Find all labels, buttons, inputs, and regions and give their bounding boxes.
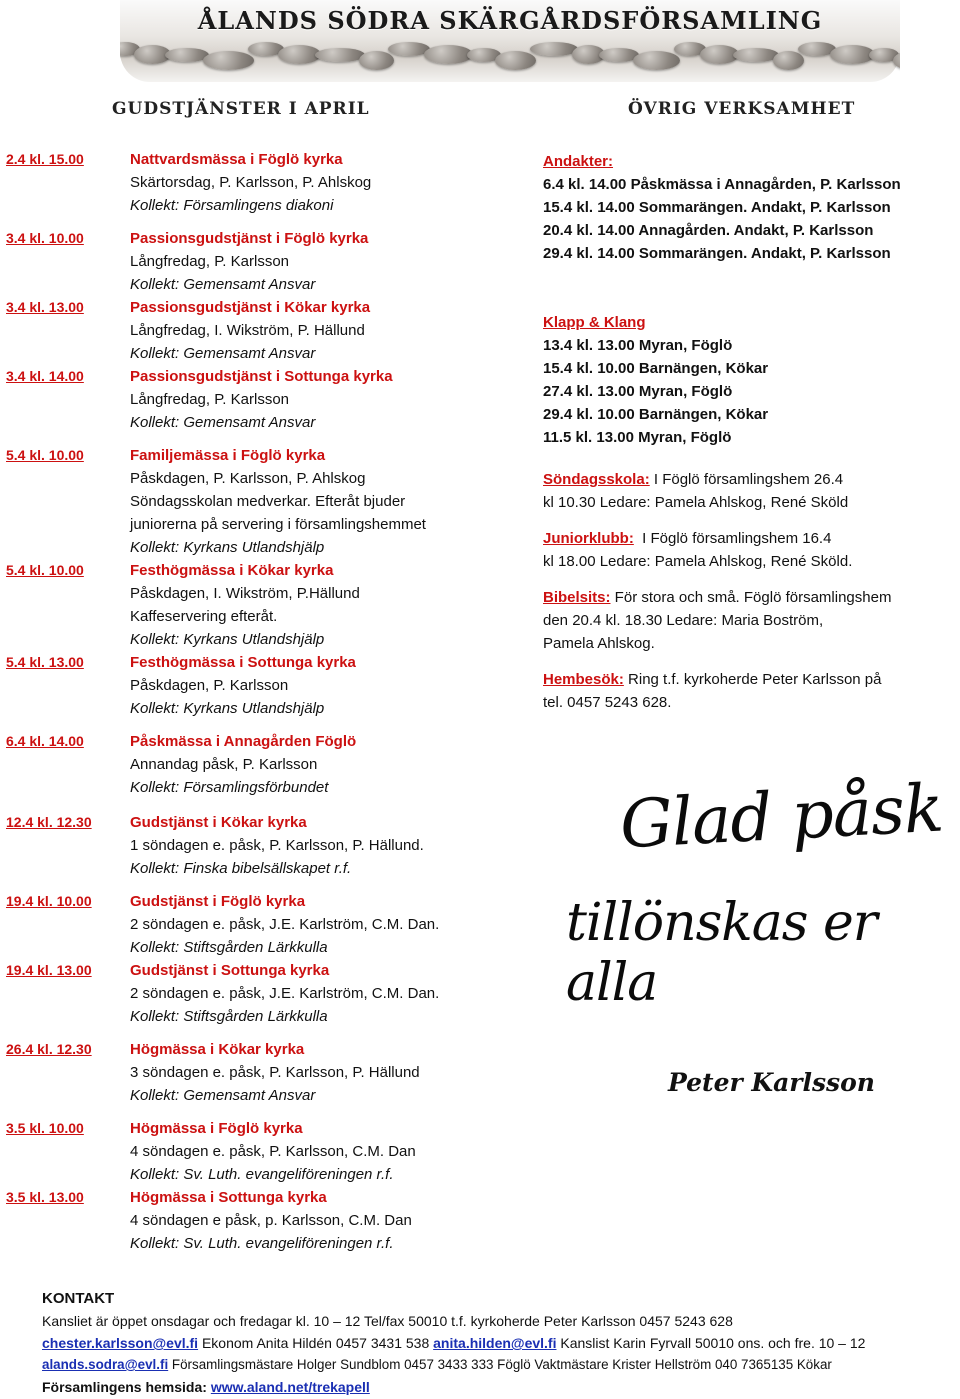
stone-shape (633, 51, 680, 70)
stone-shape (424, 45, 473, 64)
service-line: 1 söndagen e. påsk, P. Karlsson, P. Hällund. (130, 837, 424, 854)
klapp-label: Klapp & Klang (543, 314, 646, 331)
email-link-anita[interactable]: anita.hilden@evl.fi (433, 1335, 557, 1351)
service-entry (6, 148, 506, 217)
service-entry (6, 730, 506, 799)
service-line: 4 söndagen e. påsk, P. Karlsson, C.M. Dan (130, 1143, 416, 1160)
service-date: 5.4 kl. 13.00 (6, 654, 84, 670)
klapp-item: 11.5 kl. 13.00 Myran, Föglö (543, 429, 732, 446)
hembesok-label: Hembesök: (543, 671, 624, 688)
service-title: Passionsgudstjänst i Föglö kyrka (130, 230, 369, 247)
service-title: Gudstjänst i Kökar kyrka (130, 814, 307, 831)
andakt-item: 15.4 kl. 14.00 Sommarängen. Andakt, P. Karlsson (543, 199, 891, 216)
service-line: Långfredag, P. Karlsson (130, 391, 290, 408)
service-details (130, 959, 506, 1028)
service-title: Familjemässa i Föglö kyrka (130, 447, 326, 464)
klapp-item: 13.4 kl. 13.00 Myran, Föglö (543, 337, 733, 354)
service-title: Passionsgudstjänst i Kökar kyrka (130, 299, 371, 316)
service-line: 2 söndagen e. påsk, J.E. Karlström, C.M. Dan. (130, 985, 440, 1002)
service-kollekt: Kollekt: Gemensamt Ansvar (130, 345, 316, 362)
service-entry (6, 890, 506, 959)
service-entry (6, 227, 506, 296)
stone-shape (203, 51, 254, 70)
service-kollekt: Kollekt: Församlingsförbundet (130, 779, 329, 796)
greeting-glad-pask: Glad påsk (618, 769, 945, 864)
service-kollekt: Kollekt: Gemensamt Ansvar (130, 414, 316, 431)
service-line: Skärtorsdag, P. Karlsson, P. Ahlskog (130, 174, 372, 191)
email-link-alands[interactable]: alands.sodra@evl.fi (42, 1357, 169, 1372)
service-date: 6.4 kl. 14.00 (6, 733, 84, 749)
juniorklubb-line2: kl 18.00 Ledare: Pamela Ahlskog, René Sköld. (543, 553, 853, 570)
service-details (130, 730, 506, 799)
klapp-item: 29.4 kl. 10.00 Barnängen, Kökar (543, 406, 769, 423)
hembesok-section (543, 668, 953, 714)
stone-shape (773, 51, 804, 70)
service-entry (6, 365, 506, 434)
service-details (130, 296, 506, 365)
service-kollekt: Kollekt: Gemensamt Ansvar (130, 1087, 316, 1104)
email-link-chester[interactable]: chester.karlsson@evl.fi (42, 1335, 199, 1351)
service-title: Nattvardsmässa i Föglö kyrka (130, 151, 343, 168)
service-date: 19.4 kl. 10.00 (6, 893, 92, 909)
service-details (130, 651, 506, 720)
contact-line3 (42, 1354, 957, 1376)
activities-column (543, 150, 953, 714)
service-kollekt: Kollekt: Församlingens diakoni (130, 197, 334, 214)
service-line: Söndagsskolan medverkar. Efteråt bjuder (130, 493, 406, 510)
service-line: Påskdagen, P. Karlsson (130, 677, 289, 694)
service-kollekt: Kollekt: Kyrkans Utlandshjälp (130, 631, 325, 648)
service-title: Gudstjänst i Föglö kyrka (130, 893, 306, 910)
service-date: 3.4 kl. 10.00 (6, 230, 84, 246)
service-date: 3.4 kl. 14.00 (6, 368, 84, 384)
service-details (130, 559, 506, 651)
service-title: Festhögmässa i Sottunga kyrka (130, 654, 356, 671)
service-details (130, 1186, 506, 1255)
contact-section (42, 1288, 957, 1398)
service-entry (6, 444, 506, 559)
hembesok-line1: Ring t.f. kyrkoherde Peter Karlsson på (623, 671, 882, 688)
service-line: 2 söndagen e. påsk, J.E. Karlström, C.M. Dan. (130, 916, 440, 933)
service-line: Långfredag, I. Wikström, P. Hällund (130, 322, 365, 339)
service-line: Påskdagen, I. Wikström, P.Hällund (130, 585, 360, 602)
service-details (130, 227, 506, 296)
service-line: juniorerna på servering i församlingshemmet (130, 516, 426, 533)
service-date: 5.4 kl. 10.00 (6, 447, 84, 463)
andakt-item: 20.4 kl. 14.00 Annagården. Andakt, P. Karlsson (543, 222, 874, 239)
signature: Peter Karlsson (668, 1068, 875, 1097)
klapp-item: 27.4 kl. 13.00 Myran, Föglö (543, 383, 733, 400)
service-kollekt: Kollekt: Stiftsgården Lärkkulla (130, 1008, 328, 1025)
andakter-list (543, 173, 953, 265)
contact-title: KONTAKT (42, 1290, 115, 1307)
service-line: Annandag påsk, P. Karlsson (130, 756, 318, 773)
service-details (130, 365, 506, 434)
service-details (130, 811, 506, 880)
contact-ekonom: Ekonom Anita Hildén 0457 3431 538 (198, 1335, 434, 1351)
stone-shape (530, 42, 578, 56)
service-kollekt: Kollekt: Finska bibelsällskapet r.f. (130, 860, 352, 877)
service-entry (6, 959, 506, 1028)
stone-shape (315, 48, 365, 62)
greeting-tillonskas: tillönskas er alla (566, 893, 877, 1013)
bibelsits-line1: För stora och små. Föglö församlingshem (610, 589, 892, 606)
service-entry (6, 651, 506, 720)
service-date: 26.4 kl. 12.30 (6, 1041, 92, 1057)
service-details (130, 148, 506, 217)
service-title: Högmässa i Kökar kyrka (130, 1041, 305, 1058)
service-details (130, 444, 506, 559)
service-kollekt: Kollekt: Stiftsgården Lärkkulla (130, 939, 328, 956)
service-entry (6, 296, 506, 365)
service-line: 3 söndagen e. påsk, P. Karlsson, P. Hällund (130, 1064, 420, 1081)
stone-shape (495, 51, 536, 70)
service-title: Passionsgudstjänst i Sottunga kyrka (130, 368, 393, 385)
andakt-item: 29.4 kl. 14.00 Sommarängen. Andakt, P. Karlsson (543, 245, 891, 262)
andakter-label: Andakter: (543, 153, 614, 170)
contact-kanslist: Kanslist Karin Fyrvall 50010 ons. och fre. 10 – 12 (556, 1335, 866, 1351)
klapp-item: 15.4 kl. 10.00 Barnängen, Kökar (543, 360, 769, 377)
hembesok-line2: tel. 0457 5243 628. (543, 694, 672, 711)
service-title: Festhögmässa i Kökar kyrka (130, 562, 334, 579)
service-date: 3.5 kl. 10.00 (6, 1120, 84, 1136)
stone-shape (359, 51, 394, 70)
service-details (130, 890, 506, 959)
service-entry (6, 1186, 506, 1255)
service-line: Kaffeservering efteråt. (130, 608, 278, 625)
contact-line2 (42, 1332, 957, 1354)
service-title: Högmässa i Föglö kyrka (130, 1120, 303, 1137)
klapp-list (543, 334, 953, 449)
service-line: Påskdagen, P. Karlsson, P. Ahlskog (130, 470, 366, 487)
service-entry (6, 1038, 506, 1107)
service-date: 19.4 kl. 13.00 (6, 962, 92, 978)
sondagsskola-section (543, 468, 953, 514)
service-entry (6, 1117, 506, 1186)
service-date: 5.4 kl. 10.00 (6, 562, 84, 578)
service-kollekt: Kollekt: Gemensamt Ansvar (130, 276, 316, 293)
bibelsits-label: Bibelsits: (543, 589, 611, 606)
contact-line4 (42, 1376, 957, 1398)
juniorklubb-label: Juniorklubb: (543, 530, 634, 547)
service-entry (6, 811, 506, 880)
contact-line1: Kansliet är öppet onsdagar och fredagar kl. 10 – 12 Tel/fax 50010 t.f. kyrkoherde Peter Karlsson 0457 5243 628 (42, 1313, 733, 1329)
services-list (6, 148, 506, 1255)
bibelsits-section (543, 586, 953, 655)
service-line: 4 söndagen e påsk, p. Karlsson, C.M. Dan (130, 1212, 412, 1229)
service-date: 12.4 kl. 12.30 (6, 814, 92, 830)
andakt-item: 6.4 kl. 14.00 Påskmässa i Annagården, P. Karlsson (543, 176, 901, 193)
service-kollekt: Kollekt: Kyrkans Utlandshjälp (130, 539, 325, 556)
sondagsskola-line1: I Föglö församlingshem 26.4 (649, 471, 844, 488)
service-details (130, 1117, 506, 1186)
service-entry (6, 559, 506, 651)
contact-staff: Församlingsmästare Holger Sundblom 0457 3433 333 Föglö Vaktmästare Krister Hellström 040 7365135 Kökar (168, 1357, 832, 1372)
homepage-label: Församlingens hemsida: (42, 1379, 211, 1395)
service-line: Långfredag, P. Karlsson (130, 253, 290, 270)
juniorklubb-section (543, 527, 953, 573)
service-kollekt: Kollekt: Sv. Luth. evangeliföreningen r.f. (130, 1166, 394, 1183)
juniorklubb-line1: I Föglö församlingshem 16.4 (633, 530, 832, 547)
page-title: ÅLANDS SÖDRA SKÄRGÅRDSFÖRSAMLING (197, 6, 823, 35)
bibelsits-line2: den 20.4 kl. 18.30 Ledare: Maria Boström, (543, 612, 824, 629)
services-heading: GUDSTJÄNSTER I APRIL (112, 99, 370, 119)
service-date: 3.4 kl. 13.00 (6, 299, 84, 315)
service-kollekt: Kollekt: Kyrkans Utlandshjälp (130, 700, 325, 717)
sondagsskola-line2: kl 10.30 Ledare: Pamela Ahlskog, René Sköld (543, 494, 849, 511)
stones-decoration (120, 34, 900, 82)
service-date: 2.4 kl. 15.00 (6, 151, 84, 167)
sondagsskola-label: Söndagsskola: (543, 471, 650, 488)
service-details (130, 1038, 506, 1107)
homepage-link[interactable]: www.aland.net/trekapell (210, 1379, 370, 1395)
service-title: Högmässa i Sottunga kyrka (130, 1189, 327, 1206)
service-date: 3.5 kl. 13.00 (6, 1189, 84, 1205)
service-kollekt: Kollekt: Sv. Luth. evangeliföreningen r.f. (130, 1235, 394, 1252)
service-title: Påskmässa i Annagården Föglö (130, 733, 357, 750)
bibelsits-line3: Pamela Ahlskog. (543, 635, 655, 652)
service-title: Gudstjänst i Sottunga kyrka (130, 962, 330, 979)
activities-heading: ÖVRIG VERKSAMHET (628, 99, 856, 119)
